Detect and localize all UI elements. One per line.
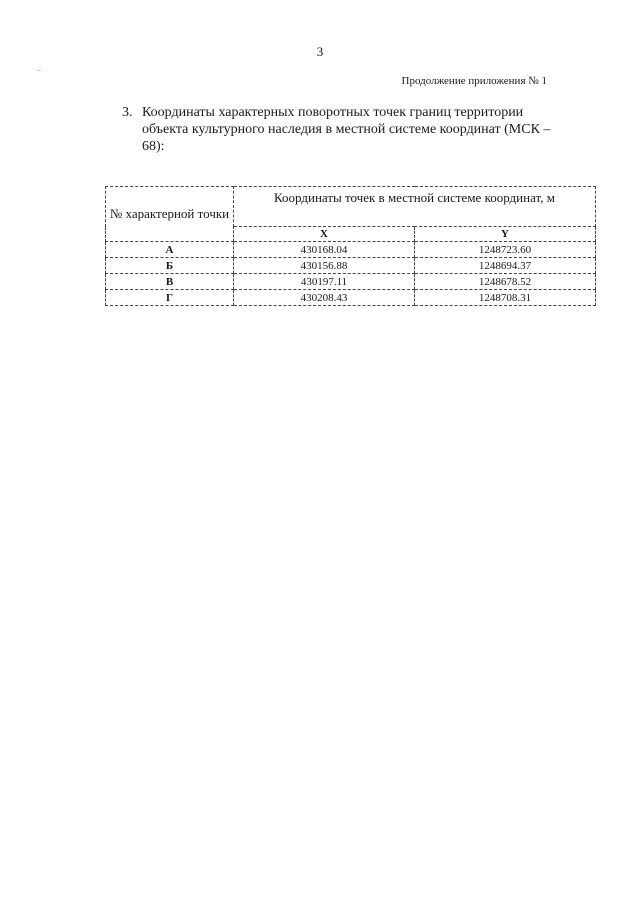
page-number: 3 — [316, 44, 324, 59]
point-label: Б — [106, 258, 234, 274]
header-y: Y — [415, 227, 596, 242]
x-value: 430197.11 — [234, 274, 415, 290]
table-row — [106, 290, 596, 306]
section-number: 3. — [122, 105, 133, 120]
section-heading-line-3: 68): — [142, 139, 165, 154]
section-heading-line-2: объекта культурного наследия в местной системе координат (МСК – — [142, 122, 551, 137]
table-row — [106, 258, 596, 274]
y-value: 1248708.31 — [415, 290, 596, 306]
section-heading-line-1: Координаты характерных поворотных точек границ территории — [142, 105, 524, 120]
x-value: 430156.88 — [234, 258, 415, 274]
y-value: 1248678.52 — [415, 274, 596, 290]
header-coordinates: Координаты точек в местной системе координат, м — [234, 187, 596, 227]
scan-mark — [37, 70, 41, 71]
y-value: 1248723.60 — [415, 242, 596, 258]
section-heading — [122, 104, 582, 155]
point-label: Г — [106, 290, 234, 306]
table-row — [106, 274, 596, 290]
header-x: X — [234, 227, 415, 242]
point-label: А — [106, 242, 234, 258]
header-point-number: № характерной точки — [106, 187, 234, 242]
y-value: 1248694.37 — [415, 258, 596, 274]
point-label: В — [106, 274, 234, 290]
x-value: 430208.43 — [234, 290, 415, 306]
x-value: 430168.04 — [234, 242, 415, 258]
coordinates-table — [105, 186, 596, 306]
table-row — [106, 242, 596, 258]
appendix-continuation-note: Продолжение приложения № 1 — [401, 75, 547, 87]
